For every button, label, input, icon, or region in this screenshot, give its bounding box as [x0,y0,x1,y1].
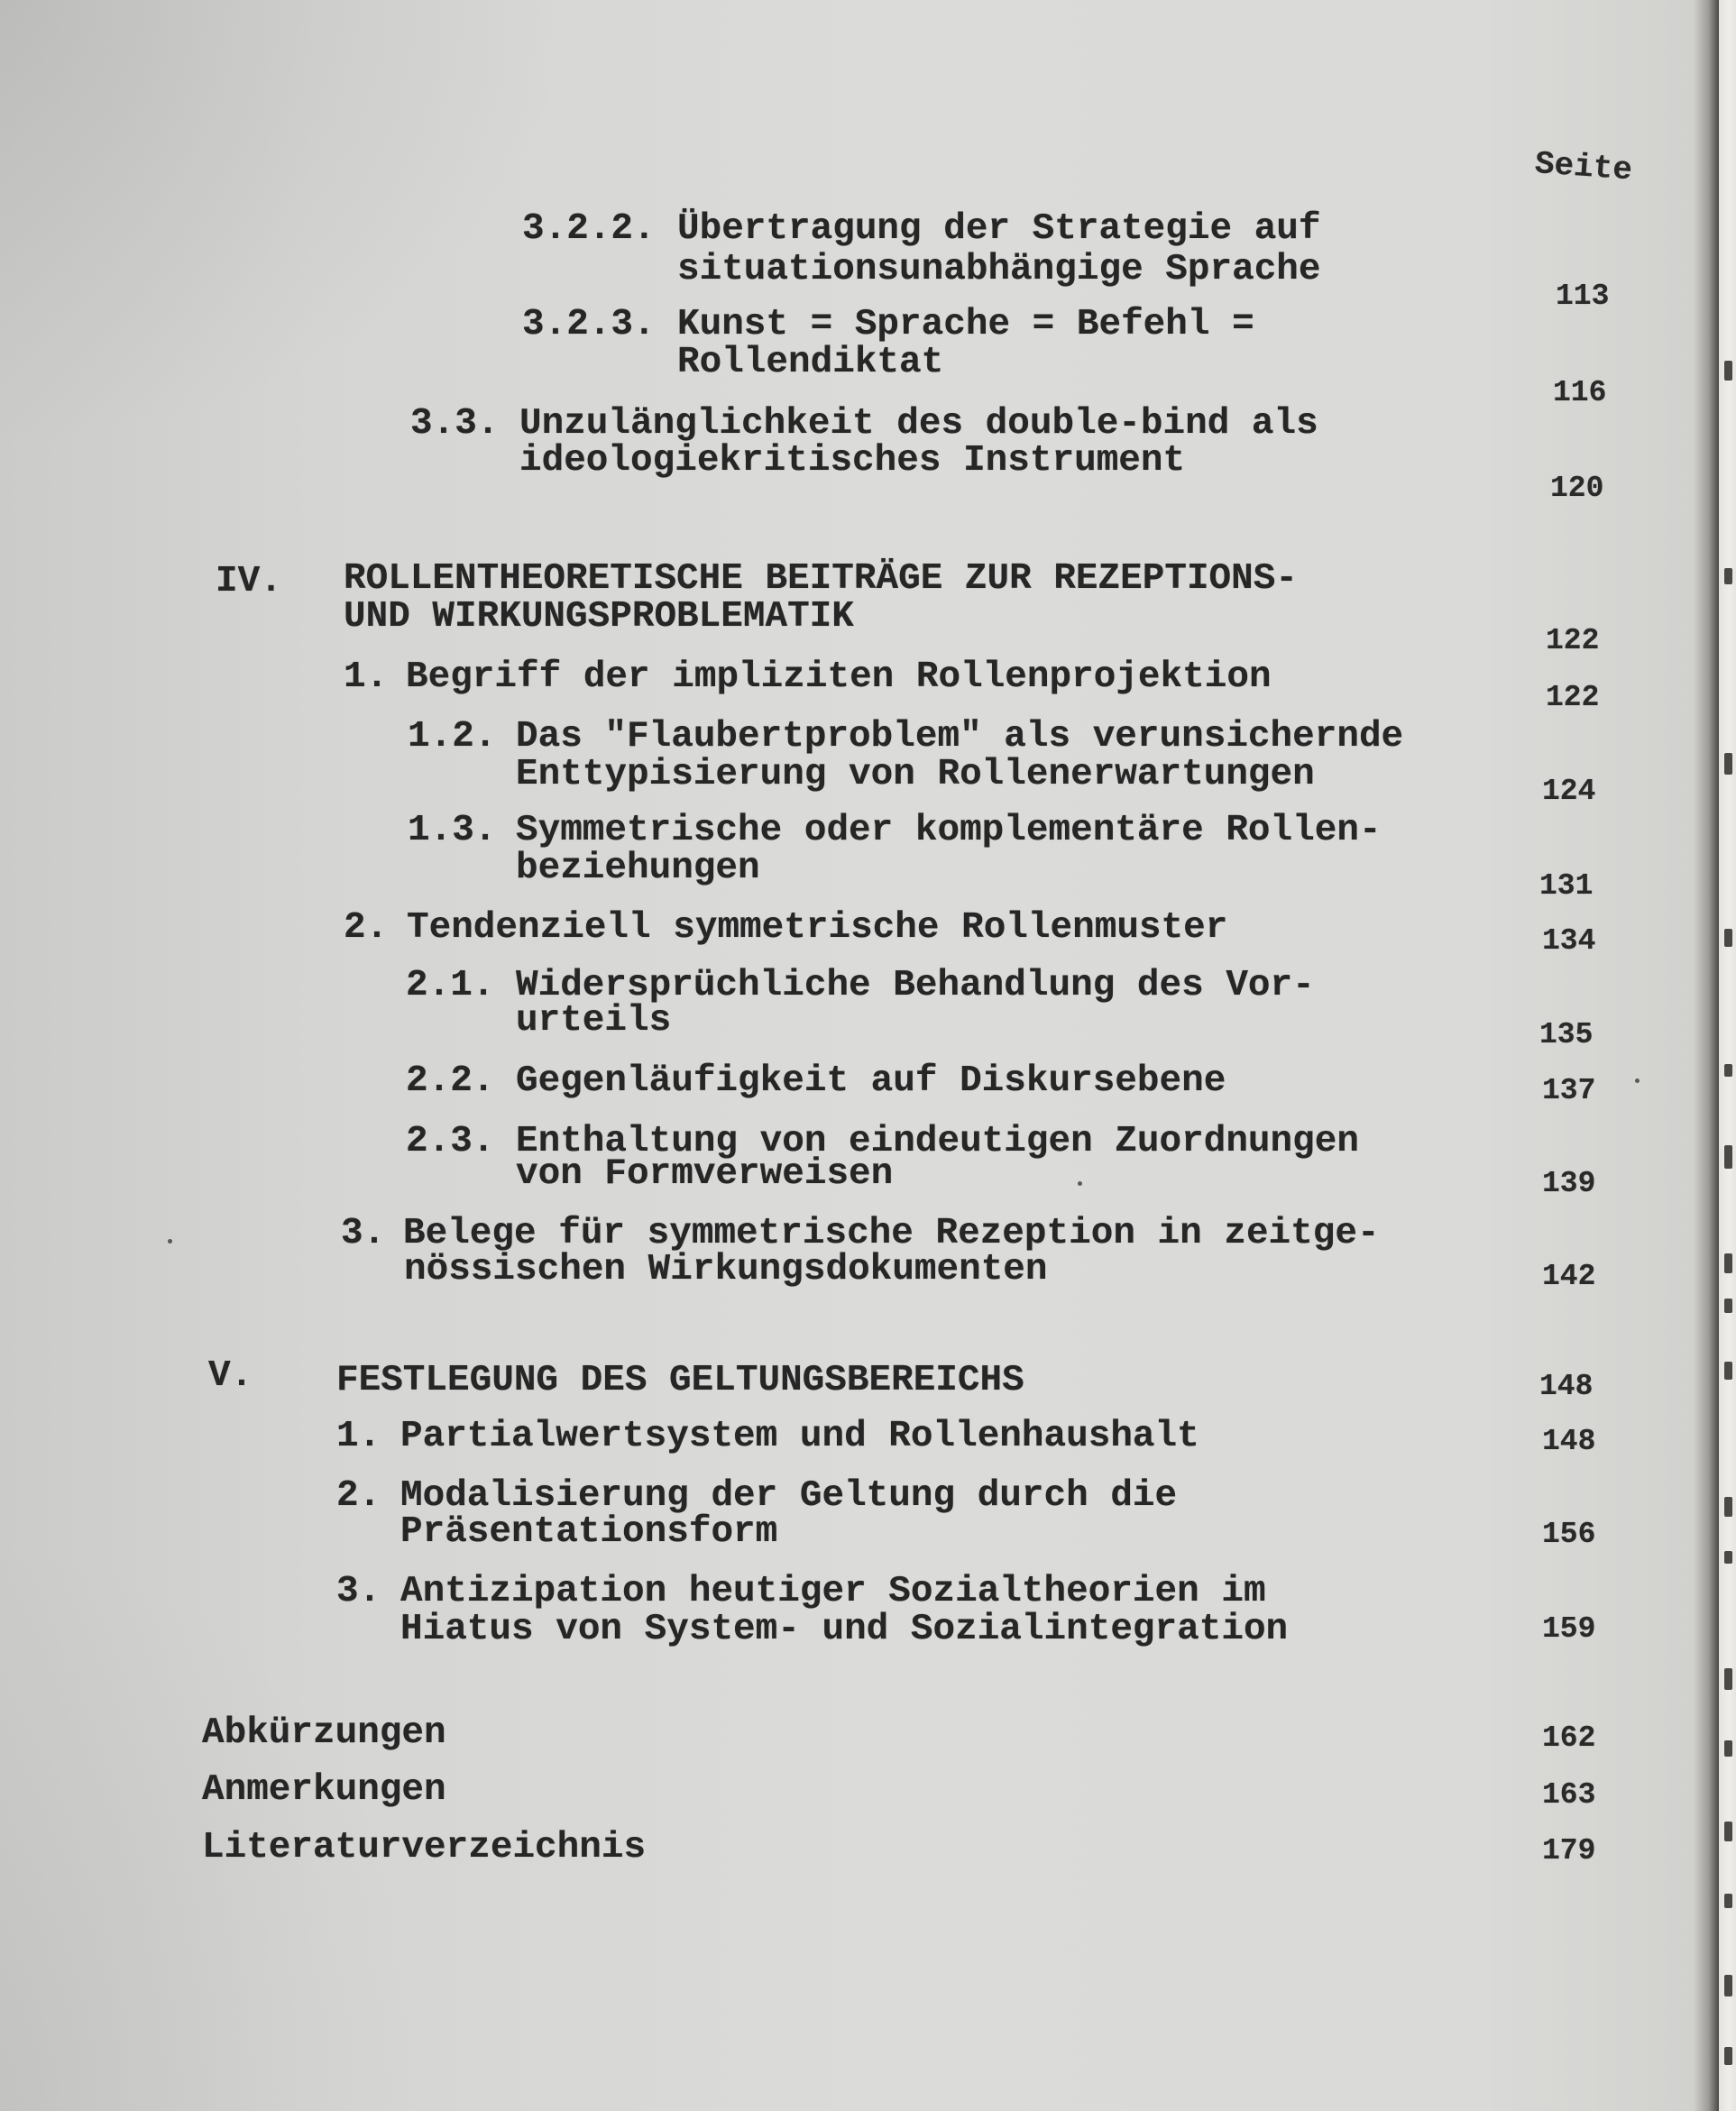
toc-page-number: 131 [1539,869,1594,903]
toc-entry-title-line: Widersprüchliche Behandlung des Vor- [516,965,1315,1006]
adjacent-page-mark [1724,1740,1732,1757]
chapter-heading-line: ROLLENTHEORETISCHE BEITRÄGE ZUR REZEPTIONS- [344,558,1298,600]
toc-entry-number: 3. [341,1213,386,1254]
toc-entry-title-line: Antizipation heutiger Sozialtheorien im [400,1571,1266,1612]
toc-entry-title-line: beziehungen [516,848,760,889]
paper-speck [1078,1181,1082,1186]
toc-entry-title-line: Unzulänglichkeit des double-bind als [519,403,1318,445]
toc-page-number: 124 [1542,775,1596,808]
toc-entry-title-line: Literaturverzeichnis [202,1827,647,1868]
toc-entry-number: 1. [336,1416,381,1457]
toc-entry-number: 3.2.2. [522,208,656,250]
toc-entry-title-line: Das "Flaubertproblem" als verunsichernde [516,716,1404,757]
toc-entry-title-line: Übertragung der Strategie auf [677,208,1321,250]
toc-entry-title-line: Belege für symmetrische Rezeption in zeitge- [403,1213,1380,1254]
toc-page-number: 137 [1542,1074,1596,1107]
chapter-number: IV. [216,561,282,602]
toc-entry-number: 1.3. [408,810,497,851]
toc-page-number: 120 [1550,472,1604,505]
adjacent-page-mark [1724,1064,1732,1077]
toc-page-number: 148 [1542,1425,1596,1458]
adjacent-page-edge [1719,0,1736,2111]
toc-entry-number: 2.3. [406,1121,495,1162]
toc-entry-title-line: nössischen Wirkungsdokumenten [404,1249,1048,1290]
toc-page-number: 135 [1539,1018,1594,1051]
toc-page-number: 156 [1542,1518,1596,1551]
toc-page-number: 113 [1556,280,1610,313]
toc-page-number: 163 [1542,1778,1596,1812]
toc-entry-number: 1. [344,656,389,698]
adjacent-page-mark [1724,1551,1732,1564]
toc-entry-title-line: Symmetrische oder komplementäre Rollen- [516,810,1382,851]
toc-entry-number: 2.1. [406,965,495,1006]
toc-page-number: 179 [1542,1834,1596,1868]
toc-entry-title-line: situationsunabhängige Sprache [677,249,1321,290]
adjacent-page-mark [1724,1497,1732,1517]
toc-entry-title-line: ideologiekritisches Instrument [519,440,1186,482]
toc-entry-title-line: Partialwertsystem und Rollenhaushalt [400,1416,1199,1457]
toc-entry-title-line: Tendenziell symmetrische Rollenmuster [407,907,1228,949]
toc-entry-title-line: Hiatus von System- und Sozialintegration [400,1609,1289,1650]
toc-entry-title-line: Modalisierung der Geltung durch die [400,1475,1178,1517]
toc-page-number: 116 [1553,376,1607,409]
toc-entry-number: 3.2.3. [522,304,656,345]
adjacent-page-mark [1724,1822,1732,1841]
adjacent-page-mark [1724,1668,1732,1690]
toc-entry-title-line: Enthaltung von eindeutigen Zuordnungen [516,1121,1359,1162]
paper-speck [1635,1078,1640,1083]
toc-entry-number: 3. [336,1571,381,1612]
toc-entry-title-line: Begriff der impliziten Rollenprojektion [406,656,1272,698]
chapter-number: V. [208,1355,253,1397]
adjacent-page-mark [1724,1253,1732,1273]
page-edge-shadow [1694,0,1721,2111]
toc-entry-number: 3.3. [410,403,500,445]
toc-entry-title-line: Abkürzungen [202,1712,446,1754]
toc-page-number: 134 [1542,924,1596,958]
adjacent-page-mark [1724,1894,1732,1908]
toc-page-number: 162 [1542,1721,1596,1755]
toc-page-number: 139 [1542,1167,1596,1200]
adjacent-page-mark [1724,753,1732,775]
adjacent-page-mark [1724,929,1732,947]
adjacent-page-mark [1724,568,1732,584]
chapter-heading-line: FESTLEGUNG DES GELTUNGSBEREICHS [336,1360,1024,1401]
toc-entry-title-line: von Formverweisen [516,1153,894,1195]
toc-entry-number: 2.2. [406,1060,495,1102]
toc-entry-number: 2. [336,1475,381,1517]
toc-entry-title-line: Präsentationsform [400,1511,778,1553]
toc-entry-title-line: Rollendiktat [677,342,944,383]
adjacent-page-mark [1724,1975,1732,1996]
paper-speck [168,1239,172,1244]
adjacent-page-mark [1724,1362,1732,1380]
toc-page-number: 122 [1546,624,1600,657]
toc-entry-title-line: Gegenläufigkeit auf Diskursebene [516,1060,1226,1102]
toc-entry-number: 2. [344,907,389,949]
toc-page-number: 142 [1542,1260,1596,1293]
toc-entry-number: 1.2. [408,716,497,757]
toc-entry-title-line: urteils [516,1000,672,1042]
chapter-heading-line: UND WIRKUNGSPROBLEMATIK [344,596,854,638]
toc-entry-title-line: Enttypisierung von Rollenerwartungen [516,754,1315,795]
toc-page-number: 159 [1542,1612,1596,1646]
adjacent-page-mark [1724,361,1732,381]
toc-entry-title-line: Anmerkungen [202,1769,446,1811]
toc-page-number: 148 [1539,1370,1594,1403]
adjacent-page-mark [1724,1299,1732,1313]
toc-page-number: 122 [1546,681,1600,714]
page-column-label: Seite [1533,145,1634,189]
toc-entry-title-line: Kunst = Sprache = Befehl = [677,304,1254,345]
adjacent-page-mark [1724,1145,1732,1169]
adjacent-page-mark [1724,2047,1732,2065]
